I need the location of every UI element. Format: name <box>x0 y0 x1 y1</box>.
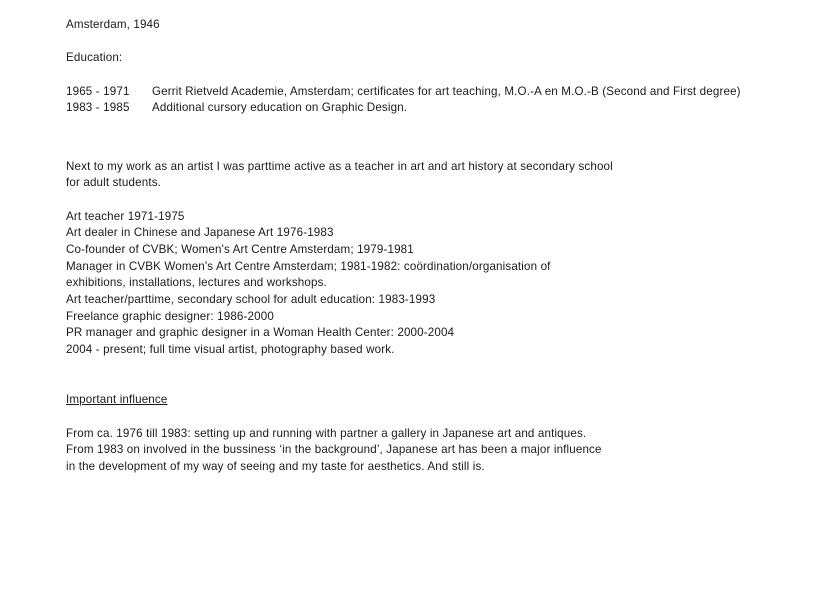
education-years: 1965 - 1971 <box>66 84 130 98</box>
intro-line: Next to my work as an artist I was parttime active as a teacher in art and art history at secondary school <box>66 159 613 173</box>
career-line: exhibitions, installations, lectures and workshops. <box>66 276 327 290</box>
education-row <box>66 100 816 116</box>
influence-line: in the development of my way of seeing and my taste for aesthetics. And still is. <box>66 459 485 473</box>
spacer <box>66 117 816 159</box>
spacer <box>66 409 816 426</box>
intro-paragraph <box>66 159 816 192</box>
birth-line: Amsterdam, 1946 <box>66 18 160 31</box>
spacer <box>66 192 816 209</box>
career-line: Co-founder of CVBK; Women's Art Centre Amsterdam; 1979-1981 <box>66 242 414 256</box>
career-line: Manager in CVBK Women's Art Centre Amsterdam; 1981-1982: coördination/organisation of <box>66 259 551 273</box>
career-line: Art dealer in Chinese and Japanese Art 1976-1983 <box>66 226 334 240</box>
intro-line: for adult students. <box>66 176 162 190</box>
influence-line: From 1983 on involved in the bussiness ‘in the background’, Japanese art has been a major influence <box>66 443 602 457</box>
influence-paragraph <box>66 426 816 476</box>
career-line: Art teacher 1971-1975 <box>66 209 185 223</box>
education-label: Education: <box>66 51 123 65</box>
career-line: Freelance graphic designer: 1986-2000 <box>66 309 274 323</box>
career-line: PR manager and graphic designer in a Woman Health Center: 2000-2004 <box>66 326 455 340</box>
cv-document <box>66 17 816 476</box>
career-list <box>66 209 816 359</box>
career-line: Art teacher/parttime, secondary school for adult education: 1983-1993 <box>66 293 436 307</box>
education-text: Gerrit Rietveld Academie, Amsterdam; certificates for art teaching, M.O.-A en M.O.-B (Second and First degree) <box>152 84 741 98</box>
influence-line: From ca. 1976 till 1983: setting up and running with partner a gallery in Japanese art and antiques. <box>66 426 587 440</box>
education-row <box>66 84 816 100</box>
education-text: Additional cursory education on Graphic Design. <box>152 101 408 115</box>
spacer <box>66 67 816 84</box>
education-years: 1983 - 1985 <box>66 101 130 115</box>
education-list <box>66 84 816 117</box>
spacer <box>66 34 816 51</box>
influence-heading: Important influence <box>66 393 168 407</box>
spacer <box>66 359 816 392</box>
career-line: 2004 - present; full time visual artist, photography based work. <box>66 343 395 357</box>
